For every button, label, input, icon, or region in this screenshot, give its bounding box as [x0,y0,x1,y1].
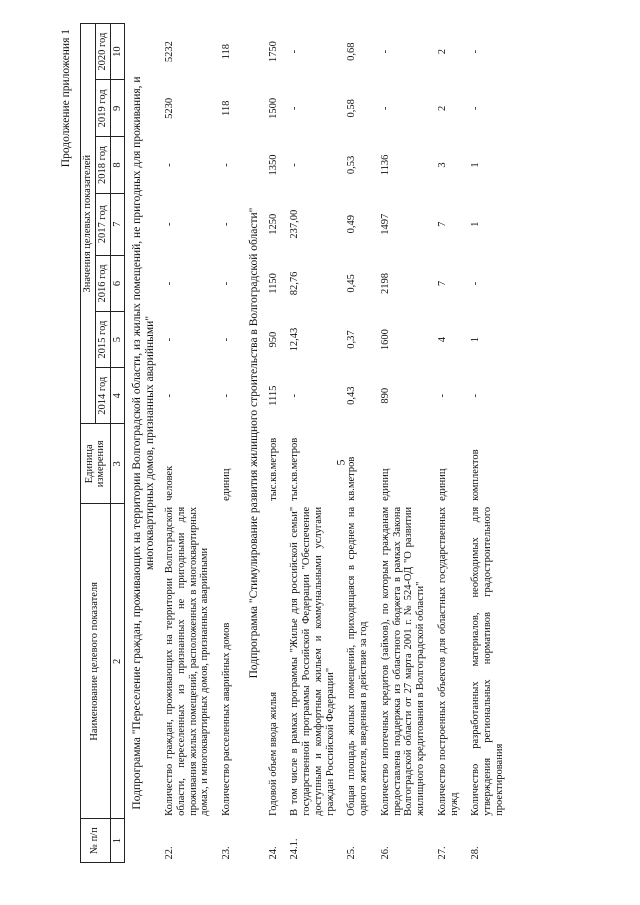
header-year: 2014 год [95,368,110,424]
header-year: 2019 год [95,80,110,137]
indicator-name: Количество расселенных аварийных домов [221,622,232,816]
value-cell: 0,58 [346,99,358,118]
value-cell: 4 [436,336,448,343]
row-number: 23. [221,846,232,860]
unit: единиц [221,468,232,501]
unit: человек [164,465,175,501]
value-cell: - [221,337,232,342]
value-cell: - [164,281,175,286]
header-column-number: 6 [110,255,125,311]
indicator-name: Количество ипотечных кредитов (займов), по которым гражданам предоставлена поддержка из областного бюджета в рамках Закона Волгоградской области от 27 марта 2001 г. № 524-ОД "О развитии жилищного кредитования в Волгоградской области" [379,506,427,816]
value-cell: 1150 [267,273,279,294]
row-gap [461,24,469,863]
section-row [242,24,267,863]
header-column-number: 7 [110,193,125,255]
header-year: 2015 год [95,312,110,368]
table-row [379,24,428,863]
table-body [125,24,515,863]
value-cell: - [470,49,482,54]
value-cell: 237,00 [289,209,301,239]
row-number: 22. [164,846,175,860]
table-row [163,24,212,863]
header-column-number: 3 [110,424,125,504]
header-year: 2016 год [95,255,110,311]
header-column-number: 10 [110,24,125,80]
value-cell: - [470,281,482,286]
value-cell: 0,53 [346,155,358,175]
section-row [125,24,163,863]
row-gap [371,24,379,863]
value-cell: - [164,393,175,398]
value-cell: 118 [221,100,232,117]
appendix-label: Продолжение приложения 1 [60,29,72,168]
value-cell: 1 [470,336,482,343]
table-row [267,24,281,863]
value-cell: 2 [436,49,448,55]
value-cell: 2198 [379,272,391,294]
value-cell: - [221,281,232,286]
value-cell: 950 [267,331,279,348]
header-year: 2020 год [95,24,110,80]
header-column-numbers [110,24,125,863]
value-cell: 5232 [164,41,175,63]
value-cell: 1600 [379,329,391,351]
indicator-name: Общая площадь жилых помещений, приходящаяся в среднем на одного жителя, введенная в действие за год [346,506,370,816]
indicator-name: Количество построенных объектов для областных государственных нужд [436,506,460,816]
header-column-number: 9 [110,80,125,137]
value-cell: 0,68 [346,42,358,61]
table-row [436,24,462,863]
value-cell: - [379,49,391,54]
row-gap [507,24,515,863]
rotated-page-content [62,23,622,863]
row-number: 24.1. [289,838,301,860]
header-column-number: 5 [110,312,125,368]
indicator-name: В том числе в рамках программы "Жилье для российской семьи" государственной программы Российской Федерации "Обеспечение доступным и комфортным жильем и коммунальными услугами граждан Российской Федерации" [289,506,336,816]
row-number: 26. [379,846,391,860]
value-cell: 1250 [267,213,279,235]
row-gap [212,24,220,863]
value-cell: 0,43 [346,386,358,405]
value-cell: - [379,106,391,111]
value-cell: 0,37 [346,330,358,349]
value-cell: 1115 [267,385,279,406]
row-number: 24. [267,846,279,860]
indicator-name: Годовой объем ввода жилья [267,691,279,816]
row-gap [234,24,242,863]
header-column-number: 1 [110,819,125,863]
value-cell: - [289,49,301,54]
value-cell: 2 [436,105,448,111]
table-row [220,24,234,863]
value-cell: 1 [470,162,482,168]
header-year: 2017 год [95,193,110,255]
value-cell: 1750 [267,41,279,63]
unit: единиц [436,468,448,501]
page-number: 5 [333,459,348,466]
header-name: Наименование целевого показателя [81,504,111,819]
unit: тыс.кв.метров [267,437,279,501]
value-cell: - [470,106,482,111]
value-cell: 7 [436,280,448,287]
table-row [469,24,506,863]
value-cell: 118 [221,43,232,60]
unit: единиц [379,468,391,501]
header-unit: Единица измерения [81,424,111,504]
value-cell: 5230 [164,97,175,119]
section-title: Подпрограмма "Стимулирование развития жилищного строительства в Волгоградской области" [247,207,260,679]
value-cell: 7 [436,221,448,227]
value-cell: 1 [470,221,482,227]
section-title: Подпрограмма "Переселение граждан, проживающих на территории Волгоградской области, из жилых помещений, не пригодных для проживания, и многоквартирных домов, признанных аварийными" [131,76,157,810]
unit: комплектов [470,449,482,501]
row-number: 27. [436,846,448,860]
row-gap [337,24,345,863]
unit: тыс.кв.метров [289,437,301,501]
value-cell: - [221,393,232,398]
value-cell: - [164,337,175,342]
row-number: 28. [470,846,482,860]
value-cell: 890 [379,387,391,404]
value-cell: 1500 [267,97,279,119]
header-column-number: 8 [110,137,125,193]
value-cell: 3 [436,162,448,168]
header-year: 2018 год [95,137,110,193]
value-cell: - [289,393,301,398]
value-cell: - [436,393,448,398]
header-column-number: 2 [110,504,125,819]
header-column-number: 4 [110,368,125,424]
value-cell: - [221,163,232,167]
value-cell: 1350 [267,154,279,176]
indicators-table [80,23,515,863]
value-cell: - [289,106,301,111]
value-cell: - [470,393,482,398]
value-cell: - [289,163,301,167]
header-no: № п/п [81,819,111,863]
indicator-name: Количество разработанных материалов, необходимых для утверждения региональных нормативов градостроительного проектирования [470,506,505,816]
row-number: 25. [346,846,358,860]
table-row [288,24,337,863]
value-cell: - [164,222,175,226]
value-cell: 0,49 [346,215,358,234]
value-cell: 1136 [379,154,391,176]
indicator-name: Количество граждан, проживающих на территории Волгоградской области, переселенных из признанных не пригодными для проживания жилых помещений, расположенных в многоквартирных домах, и многоквартирных домов, признанных аварийными [164,506,211,816]
value-cell: 82,76 [289,271,301,296]
row-gap [280,24,288,863]
value-cell: 12,43 [289,327,301,352]
value-cell: 1497 [379,213,391,235]
row-gap [428,24,436,863]
table-row [345,24,371,863]
value-cell: - [164,163,175,167]
value-cell: 0,45 [346,274,358,293]
header-values: Значения целевых показателей [81,24,96,424]
unit: кв.метров [346,456,358,501]
value-cell: - [221,222,232,226]
